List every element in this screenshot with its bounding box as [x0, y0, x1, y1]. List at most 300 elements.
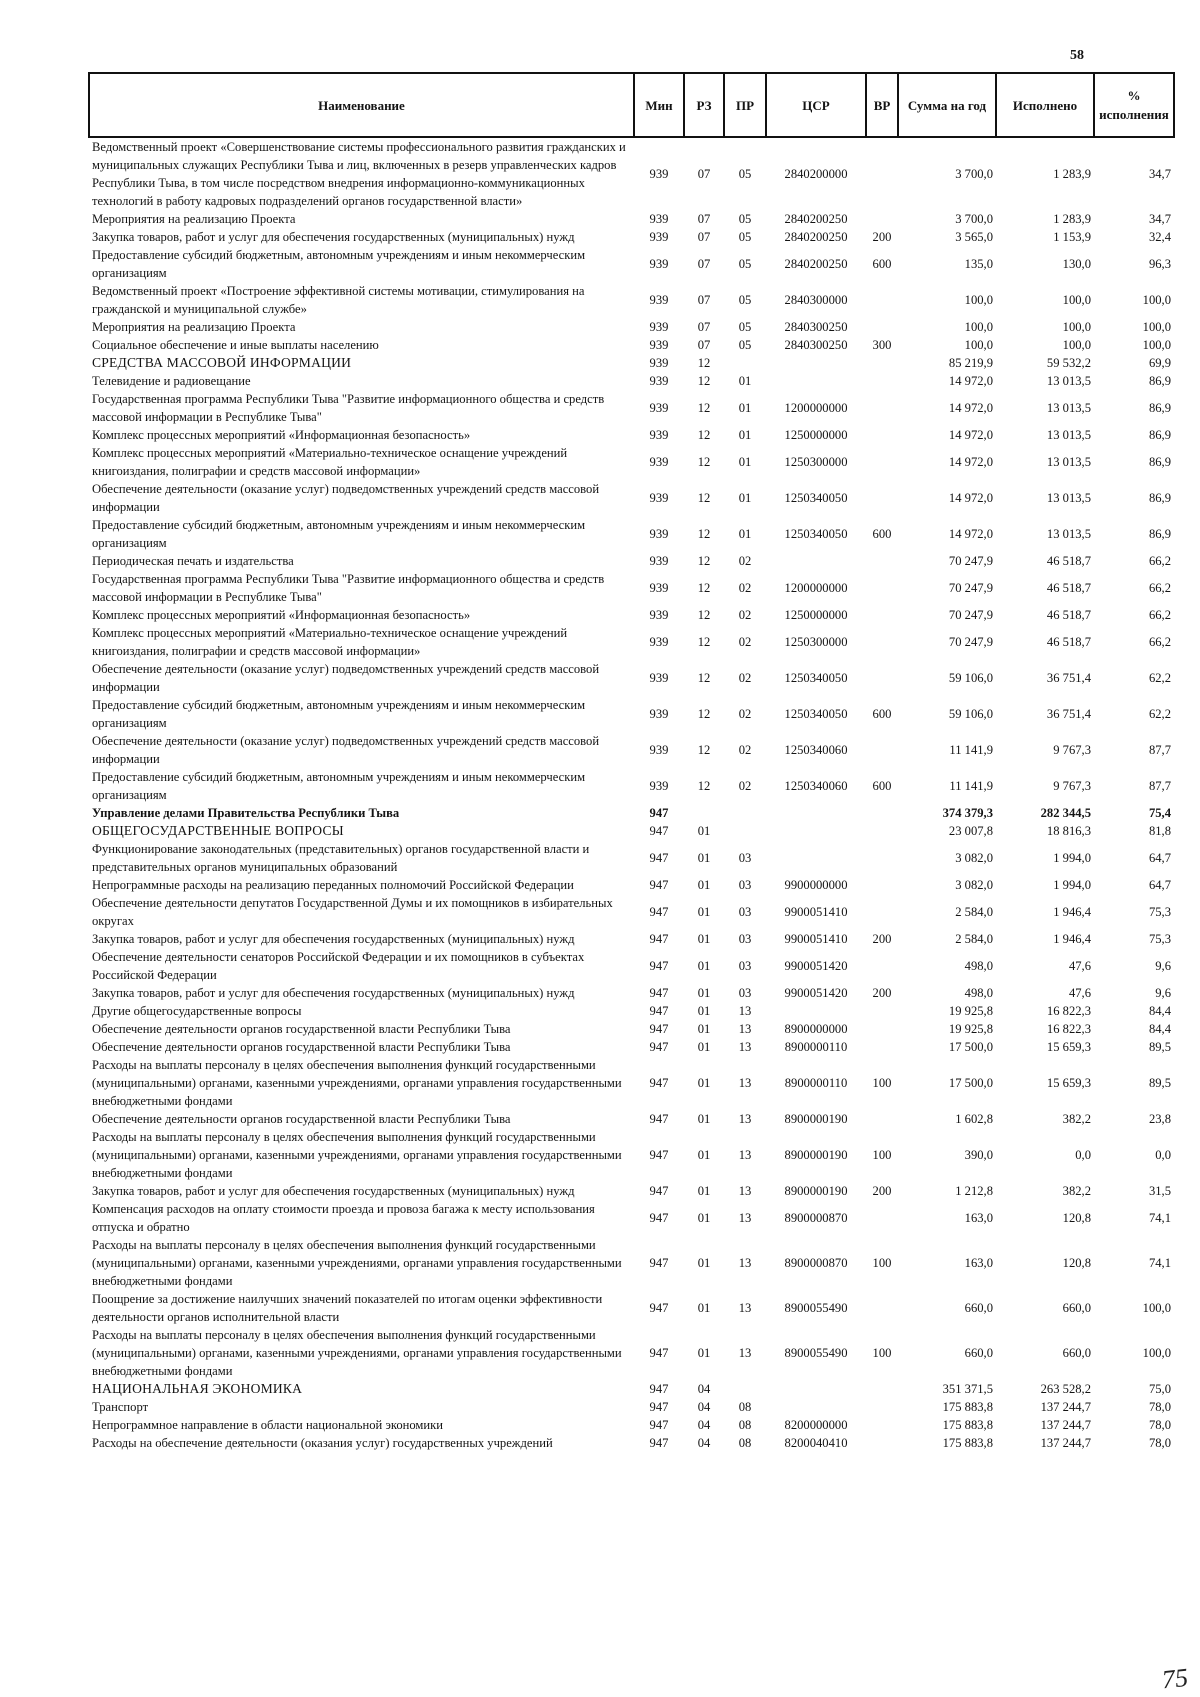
table-row [89, 822, 1174, 840]
row-vr [866, 426, 898, 444]
row-sum: 374 379,3 [942, 806, 993, 820]
row-pr [724, 1380, 766, 1398]
row-csr: 8200000000 [784, 1418, 848, 1432]
row-min: 947 [649, 1301, 669, 1315]
table-row [89, 1110, 1174, 1128]
row-vr [866, 1020, 898, 1038]
row-rz: 01 [697, 932, 711, 946]
row-sum: 3 082,0 [955, 878, 993, 892]
row-rz: 12 [697, 707, 711, 721]
row-rz: 01 [697, 851, 711, 865]
row-vr [866, 480, 898, 516]
row-rz: 12 [697, 743, 711, 757]
row-vr [866, 318, 898, 336]
row-rz: 01 [697, 1346, 711, 1360]
table-row [89, 336, 1174, 354]
row-rz: 07 [697, 338, 711, 352]
row-rz: 01 [697, 1112, 711, 1126]
row-pct: 64,7 [1148, 878, 1171, 892]
row-pr: 13 [738, 1211, 752, 1225]
row-pct: 66,2 [1148, 554, 1171, 568]
row-pct: 23,8 [1148, 1112, 1171, 1126]
row-min: 947 [649, 1022, 669, 1036]
row-done: 100,0 [1062, 338, 1091, 352]
row-sum: 100,0 [964, 338, 993, 352]
row-name: Обеспечение деятельности сенаторов Российской Федерации и их помощников в субъектах Российской Федерации [92, 950, 585, 982]
row-name: Мероприятия на реализацию Проекта [92, 212, 296, 226]
row-min: 939 [649, 428, 669, 442]
row-pr [724, 804, 766, 822]
row-pct: 31,5 [1148, 1184, 1171, 1198]
row-pr: 02 [738, 554, 752, 568]
row-done: 36 751,4 [1046, 671, 1091, 685]
row-csr [766, 1398, 866, 1416]
row-min: 939 [649, 527, 669, 541]
row-name: Комплекс процессных мероприятий «Материально-техническое оснащение учреждений книгоиздания, полиграфии и средств массовой информации» [92, 626, 568, 658]
row-pr: 02 [738, 608, 752, 622]
row-name: Транспорт [92, 1400, 149, 1414]
row-csr [766, 354, 866, 372]
row-sum: 19 925,8 [948, 1022, 993, 1036]
row-csr: 1250000000 [784, 608, 848, 622]
row-rz: 01 [697, 1256, 711, 1270]
row-sum: 17 500,0 [948, 1076, 993, 1090]
row-min: 947 [649, 1382, 669, 1396]
row-pr: 02 [738, 581, 752, 595]
row-rz: 12 [697, 428, 711, 442]
row-pct: 64,7 [1148, 851, 1171, 865]
row-vr [866, 570, 898, 606]
row-name: Периодическая печать и издательства [92, 554, 294, 568]
row-pct: 75,3 [1148, 932, 1171, 946]
row-sum: 3 082,0 [955, 851, 993, 865]
row-min: 939 [649, 320, 669, 334]
row-min: 939 [649, 491, 669, 505]
row-done: 13 013,5 [1046, 527, 1091, 541]
header-pr: ПР [724, 73, 766, 137]
row-pr: 03 [738, 905, 752, 919]
row-name: Другие общегосударственные вопросы [92, 1004, 302, 1018]
row-name: Функционирование законодательных (представительных) органов государственной власти и представительных органов муниципальных образований [92, 842, 590, 874]
row-sum: 498,0 [964, 986, 993, 1000]
row-pct: 62,2 [1148, 671, 1171, 685]
row-name: Непрограммное направление в области национальной экономики [92, 1418, 443, 1432]
row-sum: 11 141,9 [949, 779, 993, 793]
row-vr: 600 [872, 527, 892, 541]
row-min: 947 [649, 959, 669, 973]
row-min: 947 [649, 932, 669, 946]
row-csr: 8900000110 [784, 1040, 848, 1054]
row-pr: 13 [738, 1148, 752, 1162]
row-name: Поощрение за достижение наилучших значений показателей по итогам оценки эффективности деятельности органов исполнительной власти [92, 1292, 603, 1324]
row-vr: 600 [872, 707, 892, 721]
table-row [89, 570, 1174, 606]
row-rz: 12 [697, 356, 711, 370]
row-pr [724, 822, 766, 840]
row-sum: 70 247,9 [948, 608, 993, 622]
row-done: 100,0 [1062, 293, 1091, 307]
row-csr [766, 1002, 866, 1020]
row-name: Социальное обеспечение и иные выплаты населению [92, 338, 379, 352]
row-rz: 01 [697, 1301, 711, 1315]
row-name: Ведомственный проект «Совершенствование системы профессионального развития гражданских и муниципальных служащих Республики Тыва и лиц, включенных в резерв управленческих кадров Республики Тыва, в том числе посредством внедрения информационно-коммуникационных технологий в работу кадровых подразделений органов государственной власти» [92, 140, 626, 208]
row-vr [866, 822, 898, 840]
row-min: 939 [649, 257, 669, 271]
table-row [89, 552, 1174, 570]
row-name: Расходы на выплаты персоналу в целях обеспечения выполнения функций государственными (муниципальными) органами, казенными учреждениями, органами управления государственными внебюджетными фондами [92, 1130, 622, 1180]
row-sum: 175 883,8 [942, 1436, 993, 1450]
row-rz [684, 804, 724, 822]
row-rz: 12 [697, 491, 711, 505]
row-pct: 34,7 [1148, 212, 1171, 226]
row-done: 13 013,5 [1046, 491, 1091, 505]
row-sum: 351 371,5 [942, 1382, 993, 1396]
row-csr: 1250300000 [784, 635, 848, 649]
row-csr: 8900000000 [784, 1022, 848, 1036]
row-csr: 2840200250 [784, 257, 848, 271]
row-csr: 1200000000 [784, 581, 848, 595]
row-done: 1 946,4 [1053, 932, 1091, 946]
row-min: 939 [649, 374, 669, 388]
row-min: 947 [649, 1400, 669, 1414]
row-rz: 04 [697, 1436, 711, 1450]
row-csr [766, 1380, 866, 1398]
row-pct: 86,9 [1148, 401, 1171, 415]
row-vr: 100 [872, 1148, 892, 1162]
row-done: 18 816,3 [1046, 824, 1091, 838]
row-pct: 74,1 [1148, 1211, 1171, 1225]
row-name: Телевидение и радиовещание [92, 374, 251, 388]
header-pct: % исполнения [1094, 73, 1174, 137]
row-pr: 01 [738, 401, 752, 415]
row-pr: 13 [738, 1184, 752, 1198]
budget-execution-table [88, 72, 1175, 1452]
row-rz: 12 [697, 635, 711, 649]
row-pr: 13 [738, 1346, 752, 1360]
row-done: 0,0 [1075, 1148, 1091, 1162]
row-pct: 34,7 [1148, 167, 1171, 181]
row-pr: 13 [738, 1256, 752, 1270]
row-done: 137 244,7 [1040, 1436, 1091, 1450]
table-row [89, 606, 1174, 624]
table-row [89, 948, 1174, 984]
row-pct: 66,2 [1148, 608, 1171, 622]
row-sum: 175 883,8 [942, 1418, 993, 1432]
table-row [89, 1056, 1174, 1110]
row-vr: 100 [872, 1256, 892, 1270]
row-done: 46 518,7 [1046, 608, 1091, 622]
row-done: 120,8 [1062, 1256, 1091, 1270]
row-done: 9 767,3 [1053, 743, 1091, 757]
row-done: 15 659,3 [1046, 1040, 1091, 1054]
row-name: НАЦИОНАЛЬНАЯ ЭКОНОМИКА [92, 1381, 303, 1396]
row-vr [866, 354, 898, 372]
row-pct: 9,6 [1155, 959, 1171, 973]
row-sum: 59 106,0 [948, 671, 993, 685]
row-done: 382,2 [1062, 1184, 1091, 1198]
row-rz: 01 [697, 1022, 711, 1036]
header-name: Наименование [89, 73, 634, 137]
row-sum: 660,0 [964, 1346, 993, 1360]
row-vr [866, 1038, 898, 1056]
row-pr: 03 [738, 959, 752, 973]
row-sum: 70 247,9 [948, 554, 993, 568]
table-row [89, 282, 1174, 318]
row-name: Обеспечение деятельности органов государственной власти Республики Тыва [92, 1112, 511, 1126]
row-done: 1 994,0 [1053, 878, 1091, 892]
row-min: 939 [649, 671, 669, 685]
row-name: Мероприятия на реализацию Проекта [92, 320, 296, 334]
row-pct: 75,3 [1148, 905, 1171, 919]
row-csr [766, 822, 866, 840]
row-rz: 07 [697, 320, 711, 334]
row-sum: 70 247,9 [948, 581, 993, 595]
row-pct: 78,0 [1148, 1418, 1171, 1432]
table-row [89, 894, 1174, 930]
row-name: Государственная программа Республики Тыва "Развитие информационного общества и средств массовой информации в Республике Тыва" [92, 572, 605, 604]
row-csr: 8900000190 [784, 1184, 848, 1198]
row-csr: 2840200000 [784, 167, 848, 181]
row-name: Предоставление субсидий бюджетным, автономным учреждениям и иным некоммерческим организациям [92, 698, 586, 730]
row-csr: 9900051410 [784, 905, 848, 919]
row-pct: 100,0 [1142, 293, 1171, 307]
row-min: 939 [649, 608, 669, 622]
table-row [89, 1380, 1174, 1398]
row-pr: 03 [738, 986, 752, 1000]
row-pct: 96,3 [1148, 257, 1171, 271]
row-vr [866, 552, 898, 570]
row-sum: 3 700,0 [955, 212, 993, 226]
row-pct: 89,5 [1148, 1040, 1171, 1054]
row-rz: 12 [697, 374, 711, 388]
row-done: 16 822,3 [1046, 1004, 1091, 1018]
row-rz: 04 [697, 1400, 711, 1414]
row-pct: 89,5 [1148, 1076, 1171, 1090]
row-name: Закупка товаров, работ и услуг для обеспечения государственных (муниципальных) нужд [92, 986, 575, 1000]
row-pr: 01 [738, 491, 752, 505]
row-done: 47,6 [1068, 986, 1091, 1000]
row-rz: 12 [697, 401, 711, 415]
row-pct: 74,1 [1148, 1256, 1171, 1270]
row-pct: 100,0 [1142, 320, 1171, 334]
row-min: 947 [649, 1076, 669, 1090]
row-rz: 12 [697, 671, 711, 685]
row-name: Закупка товаров, работ и услуг для обеспечения государственных (муниципальных) нужд [92, 230, 575, 244]
row-csr [766, 804, 866, 822]
row-rz: 07 [697, 212, 711, 226]
row-sum: 14 972,0 [948, 491, 993, 505]
row-sum: 23 007,8 [948, 824, 993, 838]
row-csr: 2840300250 [784, 320, 848, 334]
row-sum: 100,0 [964, 293, 993, 307]
row-csr: 1200000000 [784, 401, 848, 415]
row-done: 1 946,4 [1053, 905, 1091, 919]
row-pr: 02 [738, 779, 752, 793]
handwritten-mark: 75 [1160, 1662, 1190, 1695]
table-row [89, 1434, 1174, 1452]
row-done: 46 518,7 [1046, 554, 1091, 568]
row-csr: 2840300000 [784, 293, 848, 307]
row-pr: 13 [738, 1004, 752, 1018]
row-vr [866, 606, 898, 624]
table-row [89, 984, 1174, 1002]
row-sum: 100,0 [964, 320, 993, 334]
row-csr: 8900000110 [784, 1076, 848, 1090]
row-rz: 01 [697, 986, 711, 1000]
table-row [89, 210, 1174, 228]
row-csr: 8900000190 [784, 1148, 848, 1162]
row-pr: 05 [738, 212, 752, 226]
row-pct: 78,0 [1148, 1436, 1171, 1450]
row-pr: 08 [738, 1400, 752, 1414]
table-body [89, 137, 1174, 1452]
row-done: 263 528,2 [1040, 1382, 1091, 1396]
row-name: Обеспечение деятельности (оказание услуг) подведомственных учреждений средств массовой информации [92, 662, 600, 694]
row-name: Закупка товаров, работ и услуг для обеспечения государственных (муниципальных) нужд [92, 1184, 575, 1198]
row-min: 947 [649, 1256, 669, 1270]
row-sum: 1 212,8 [955, 1184, 993, 1198]
row-done: 13 013,5 [1046, 455, 1091, 469]
row-vr: 200 [872, 230, 892, 244]
table-row [89, 840, 1174, 876]
row-rz: 12 [697, 554, 711, 568]
row-vr: 300 [872, 338, 892, 352]
table-row [89, 246, 1174, 282]
row-vr [866, 894, 898, 930]
row-sum: 1 602,8 [955, 1112, 993, 1126]
row-min: 939 [649, 338, 669, 352]
row-pct: 86,9 [1148, 428, 1171, 442]
table-header-row [89, 73, 1174, 137]
row-done: 16 822,3 [1046, 1022, 1091, 1036]
row-vr [866, 732, 898, 768]
row-sum: 14 972,0 [948, 374, 993, 388]
table-row [89, 1398, 1174, 1416]
row-csr: 1250340050 [784, 527, 848, 541]
row-pct: 9,6 [1155, 986, 1171, 1000]
row-vr [866, 282, 898, 318]
row-done: 1 153,9 [1053, 230, 1091, 244]
row-min: 947 [649, 905, 669, 919]
row-pct: 100,0 [1142, 338, 1171, 352]
row-vr [866, 1290, 898, 1326]
row-pct: 66,2 [1148, 581, 1171, 595]
row-pr: 02 [738, 671, 752, 685]
row-name: Комплекс процессных мероприятий «Материально-техническое оснащение учреждений книгоиздания, полиграфии и средств массовой информации» [92, 446, 568, 478]
row-pr: 05 [738, 293, 752, 307]
row-rz: 12 [697, 527, 711, 541]
row-csr: 1250340050 [784, 671, 848, 685]
row-name: Расходы на обеспечение деятельности (оказания услуг) государственных учреждений [92, 1436, 553, 1450]
row-pct: 86,9 [1148, 527, 1171, 541]
row-rz: 01 [697, 1004, 711, 1018]
header-done: Исполнено [996, 73, 1094, 137]
row-vr [866, 1416, 898, 1434]
row-vr [866, 1200, 898, 1236]
row-done: 13 013,5 [1046, 428, 1091, 442]
table-row [89, 137, 1174, 210]
row-csr: 1250340050 [784, 491, 848, 505]
row-name: Компенсация расходов на оплату стоимости проезда и провоза багажа к месту использования отпуска и обратно [92, 1202, 595, 1234]
table-row [89, 1236, 1174, 1290]
row-vr [866, 876, 898, 894]
row-name: Расходы на выплаты персоналу в целях обеспечения выполнения функций государственными (муниципальными) органами, казенными учреждениями, органами управления государственными внебюджетными фондами [92, 1058, 622, 1108]
row-vr [866, 624, 898, 660]
table-row [89, 390, 1174, 426]
row-rz: 07 [697, 230, 711, 244]
row-min: 947 [649, 1418, 669, 1432]
row-min: 939 [649, 293, 669, 307]
row-vr: 200 [872, 932, 892, 946]
row-pct: 84,4 [1148, 1022, 1171, 1036]
row-csr [766, 552, 866, 570]
row-csr: 1250300000 [784, 455, 848, 469]
row-sum: 3 700,0 [955, 167, 993, 181]
row-sum: 59 106,0 [948, 707, 993, 721]
row-csr: 2840200250 [784, 230, 848, 244]
row-csr [766, 372, 866, 390]
row-min: 939 [649, 743, 669, 757]
table-row [89, 480, 1174, 516]
row-min: 939 [649, 167, 669, 181]
row-rz: 01 [697, 824, 711, 838]
row-done: 1 994,0 [1053, 851, 1091, 865]
row-pr: 13 [738, 1040, 752, 1054]
row-done: 1 283,9 [1053, 167, 1091, 181]
row-min: 939 [649, 581, 669, 595]
row-sum: 660,0 [964, 1301, 993, 1315]
row-pct: 86,9 [1148, 455, 1171, 469]
row-pct: 75,4 [1148, 806, 1171, 820]
row-min: 947 [649, 851, 669, 865]
row-sum: 17 500,0 [948, 1040, 993, 1054]
row-pr: 05 [738, 338, 752, 352]
row-pct: 86,9 [1148, 491, 1171, 505]
row-sum: 163,0 [964, 1256, 993, 1270]
row-rz: 01 [697, 1040, 711, 1054]
row-vr [866, 372, 898, 390]
row-done: 137 244,7 [1040, 1418, 1091, 1432]
row-csr: 8900055490 [784, 1346, 848, 1360]
row-pct: 75,0 [1148, 1382, 1171, 1396]
row-pct: 0,0 [1155, 1148, 1171, 1162]
row-min: 939 [649, 212, 669, 226]
row-min: 939 [649, 401, 669, 415]
row-pr: 01 [738, 428, 752, 442]
row-done: 1 283,9 [1053, 212, 1091, 226]
row-name: Непрограммные расходы на реализацию переданных полномочий Российской Федерации [92, 878, 574, 892]
row-min: 947 [649, 1436, 669, 1450]
row-pr: 13 [738, 1022, 752, 1036]
row-vr [866, 660, 898, 696]
row-min: 947 [649, 806, 669, 820]
row-done: 13 013,5 [1046, 374, 1091, 388]
row-vr [866, 1380, 898, 1398]
row-vr [866, 1110, 898, 1128]
row-pr: 08 [738, 1418, 752, 1432]
row-min: 939 [649, 635, 669, 649]
row-vr: 200 [872, 1184, 892, 1198]
page-number: 58 [1070, 48, 1084, 63]
table-row [89, 516, 1174, 552]
row-vr [866, 444, 898, 480]
row-name: Расходы на выплаты персоналу в целях обеспечения выполнения функций государственными (муниципальными) органами, казенными учреждениями, органами управления государственными внебюджетными фондами [92, 1238, 622, 1288]
row-csr: 2840300250 [784, 338, 848, 352]
row-pr: 02 [738, 743, 752, 757]
row-name: Предоставление субсидий бюджетным, автономным учреждениям и иным некоммерческим организациям [92, 248, 586, 280]
row-pct: 84,4 [1148, 1004, 1171, 1018]
row-rz: 12 [697, 779, 711, 793]
